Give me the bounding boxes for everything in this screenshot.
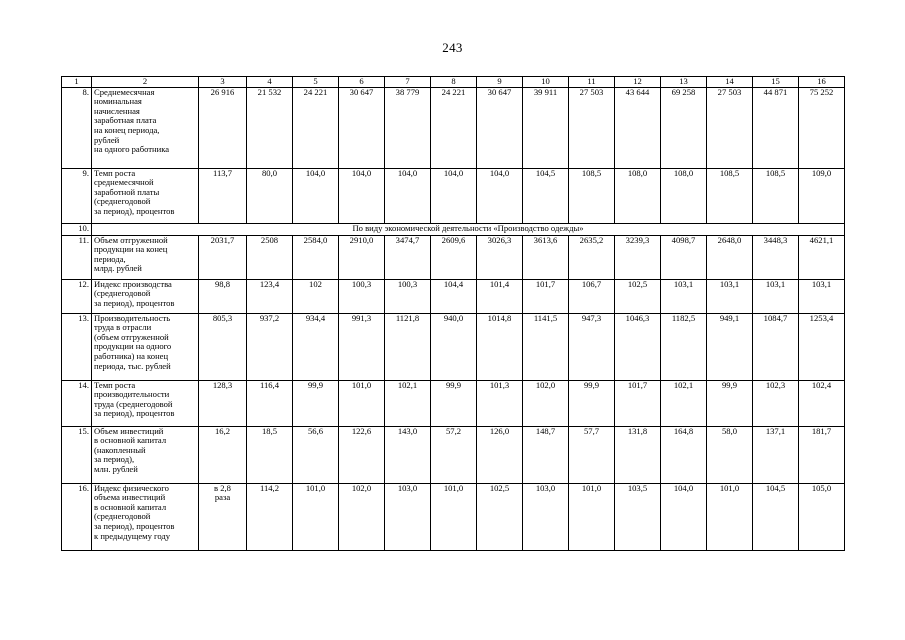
- value-cell: 18,5: [247, 426, 293, 483]
- value-cell: 101,3: [477, 380, 523, 426]
- value-cell: 148,7: [523, 426, 569, 483]
- value-cell: 3474,7: [385, 235, 431, 279]
- value-cell: 114,2: [247, 483, 293, 550]
- value-cell: 131,8: [615, 426, 661, 483]
- value-cell: 109,0: [799, 168, 845, 223]
- value-cell: 123,4: [247, 279, 293, 313]
- value-cell: 38 779: [385, 87, 431, 168]
- column-number-header: 12: [615, 77, 661, 88]
- value-cell: 3239,3: [615, 235, 661, 279]
- column-number-header: 3: [199, 77, 247, 88]
- value-cell: 2635,2: [569, 235, 615, 279]
- column-number-header: 15: [753, 77, 799, 88]
- value-cell: 102,1: [661, 380, 707, 426]
- table-row: [62, 223, 845, 235]
- table-row: [62, 380, 845, 426]
- row-number: 15.: [62, 426, 92, 483]
- value-cell: 164,8: [661, 426, 707, 483]
- value-cell: 143,0: [385, 426, 431, 483]
- value-cell: 101,0: [569, 483, 615, 550]
- column-number-header: 2: [92, 77, 199, 88]
- value-cell: 1046,3: [615, 313, 661, 380]
- column-number-header: 10: [523, 77, 569, 88]
- column-number-header: 14: [707, 77, 753, 88]
- value-cell: 101,4: [477, 279, 523, 313]
- value-cell: 80,0: [247, 168, 293, 223]
- value-cell: 103,1: [753, 279, 799, 313]
- value-cell: 58,0: [707, 426, 753, 483]
- table-row: [62, 483, 845, 550]
- value-cell: 128,3: [199, 380, 247, 426]
- value-cell: 101,0: [707, 483, 753, 550]
- value-cell: 949,1: [707, 313, 753, 380]
- value-cell: 2910,0: [339, 235, 385, 279]
- indicator-name: Среднемесячная номинальная начисленная заработная плата на конец периода, рублей на одного работника: [92, 87, 199, 168]
- value-cell: 99,9: [431, 380, 477, 426]
- column-number-header: 8: [431, 77, 477, 88]
- value-cell: 181,7: [799, 426, 845, 483]
- value-cell: 102,5: [615, 279, 661, 313]
- value-cell: 75 252: [799, 87, 845, 168]
- row-number: 9.: [62, 168, 92, 223]
- value-cell: 69 258: [661, 87, 707, 168]
- row-number: 12.: [62, 279, 92, 313]
- column-number-header: 13: [661, 77, 707, 88]
- value-cell: 1182,5: [661, 313, 707, 380]
- column-number-header: 11: [569, 77, 615, 88]
- table-row: [62, 235, 845, 279]
- indicator-name: Индекс производства (среднегодовой за период), процентов: [92, 279, 199, 313]
- value-cell: 2609,6: [431, 235, 477, 279]
- indicator-name: Объем инвестиций в основной капитал (накопленный за период), млн. рублей: [92, 426, 199, 483]
- column-number-header: 7: [385, 77, 431, 88]
- value-cell: 30 647: [339, 87, 385, 168]
- table-row: [62, 426, 845, 483]
- row-number: 13.: [62, 313, 92, 380]
- table-row: [62, 313, 845, 380]
- value-cell: 102,1: [385, 380, 431, 426]
- column-number-header: 9: [477, 77, 523, 88]
- value-cell: 24 221: [431, 87, 477, 168]
- value-cell: 16,2: [199, 426, 247, 483]
- value-cell: 105,0: [799, 483, 845, 550]
- value-cell: 102,4: [799, 380, 845, 426]
- column-number-header: 16: [799, 77, 845, 88]
- value-cell: 1141,5: [523, 313, 569, 380]
- column-number-header: 5: [293, 77, 339, 88]
- value-cell: 24 221: [293, 87, 339, 168]
- value-cell: 937,2: [247, 313, 293, 380]
- value-cell: 2648,0: [707, 235, 753, 279]
- column-number-header: 4: [247, 77, 293, 88]
- value-cell: 2584,0: [293, 235, 339, 279]
- value-cell: 27 503: [707, 87, 753, 168]
- value-cell: 108,0: [615, 168, 661, 223]
- value-cell: 104,0: [293, 168, 339, 223]
- indicator-name: Темп роста среднемесячной заработной платы (среднегодовой за период), процентов: [92, 168, 199, 223]
- value-cell: 108,5: [707, 168, 753, 223]
- value-cell: 104,5: [523, 168, 569, 223]
- value-cell: 126,0: [477, 426, 523, 483]
- value-cell: 103,0: [523, 483, 569, 550]
- value-cell: 2508: [247, 235, 293, 279]
- value-cell: 805,3: [199, 313, 247, 380]
- indicator-name: Темп роста производительности труда (среднегодовой за период), процентов: [92, 380, 199, 426]
- value-cell: 104,0: [385, 168, 431, 223]
- indicator-name: Производительность труда в отрасли (объем отгруженной продукции на одного работника) на конец периода, тыс. рублей: [92, 313, 199, 380]
- page-number: 243: [442, 40, 463, 55]
- section-label: По виду экономической деятельности «Производство одежды»: [92, 223, 845, 235]
- value-cell: 991,3: [339, 313, 385, 380]
- value-cell: 99,9: [293, 380, 339, 426]
- value-cell: 103,5: [615, 483, 661, 550]
- value-cell: 3448,3: [753, 235, 799, 279]
- value-cell: 104,0: [477, 168, 523, 223]
- value-cell: 3613,6: [523, 235, 569, 279]
- value-cell: 101,0: [293, 483, 339, 550]
- indicator-name: Индекс физического объема инвестиций в основной капитал (среднегодовой за период), процентов к предыдущему году: [92, 483, 199, 550]
- value-cell: 137,1: [753, 426, 799, 483]
- value-cell: 1084,7: [753, 313, 799, 380]
- value-cell: 947,3: [569, 313, 615, 380]
- value-cell: 98,8: [199, 279, 247, 313]
- value-cell: 102,3: [753, 380, 799, 426]
- value-cell: 1253,4: [799, 313, 845, 380]
- value-cell: 103,1: [707, 279, 753, 313]
- value-cell: 102,5: [477, 483, 523, 550]
- value-cell: 102,0: [523, 380, 569, 426]
- value-cell: 101,7: [523, 279, 569, 313]
- column-number-header: 1: [62, 77, 92, 88]
- indicator-name: Объем отгруженной продукции на конец периода, млрд. рублей: [92, 235, 199, 279]
- value-cell: 122,6: [339, 426, 385, 483]
- value-cell: 4621,1: [799, 235, 845, 279]
- value-cell: 104,5: [753, 483, 799, 550]
- value-cell: 101,0: [339, 380, 385, 426]
- value-cell: 100,3: [339, 279, 385, 313]
- value-cell: 56,6: [293, 426, 339, 483]
- table-header-row: [62, 77, 845, 88]
- value-cell: 1014,8: [477, 313, 523, 380]
- value-cell: 57,2: [431, 426, 477, 483]
- value-cell: 104,0: [339, 168, 385, 223]
- value-cell: в 2,8 раза: [199, 483, 247, 550]
- value-cell: 108,5: [569, 168, 615, 223]
- value-cell: 108,0: [661, 168, 707, 223]
- value-cell: 100,3: [385, 279, 431, 313]
- value-cell: 108,5: [753, 168, 799, 223]
- value-cell: 27 503: [569, 87, 615, 168]
- value-cell: 3026,3: [477, 235, 523, 279]
- row-number: 16.: [62, 483, 92, 550]
- value-cell: 104,4: [431, 279, 477, 313]
- value-cell: 103,0: [385, 483, 431, 550]
- table-row: [62, 168, 845, 223]
- value-cell: 940,0: [431, 313, 477, 380]
- table-row: [62, 87, 845, 168]
- column-number-header: 6: [339, 77, 385, 88]
- table-row: [62, 279, 845, 313]
- value-cell: 116,4: [247, 380, 293, 426]
- value-cell: 57,7: [569, 426, 615, 483]
- value-cell: 39 911: [523, 87, 569, 168]
- value-cell: 21 532: [247, 87, 293, 168]
- row-number: 14.: [62, 380, 92, 426]
- value-cell: 99,9: [569, 380, 615, 426]
- value-cell: 99,9: [707, 380, 753, 426]
- value-cell: 103,1: [661, 279, 707, 313]
- value-cell: 101,7: [615, 380, 661, 426]
- value-cell: 44 871: [753, 87, 799, 168]
- value-cell: 104,0: [431, 168, 477, 223]
- row-number: 10.: [62, 223, 92, 235]
- value-cell: 2031,7: [199, 235, 247, 279]
- value-cell: 113,7: [199, 168, 247, 223]
- value-cell: 30 647: [477, 87, 523, 168]
- row-number: 8.: [62, 87, 92, 168]
- value-cell: 102,0: [339, 483, 385, 550]
- value-cell: 934,4: [293, 313, 339, 380]
- value-cell: 1121,8: [385, 313, 431, 380]
- value-cell: 26 916: [199, 87, 247, 168]
- row-number: 11.: [62, 235, 92, 279]
- value-cell: 103,1: [799, 279, 845, 313]
- value-cell: 102: [293, 279, 339, 313]
- value-cell: 4098,7: [661, 235, 707, 279]
- value-cell: 104,0: [661, 483, 707, 550]
- value-cell: 106,7: [569, 279, 615, 313]
- data-table: [61, 76, 845, 551]
- value-cell: 101,0: [431, 483, 477, 550]
- value-cell: 43 644: [615, 87, 661, 168]
